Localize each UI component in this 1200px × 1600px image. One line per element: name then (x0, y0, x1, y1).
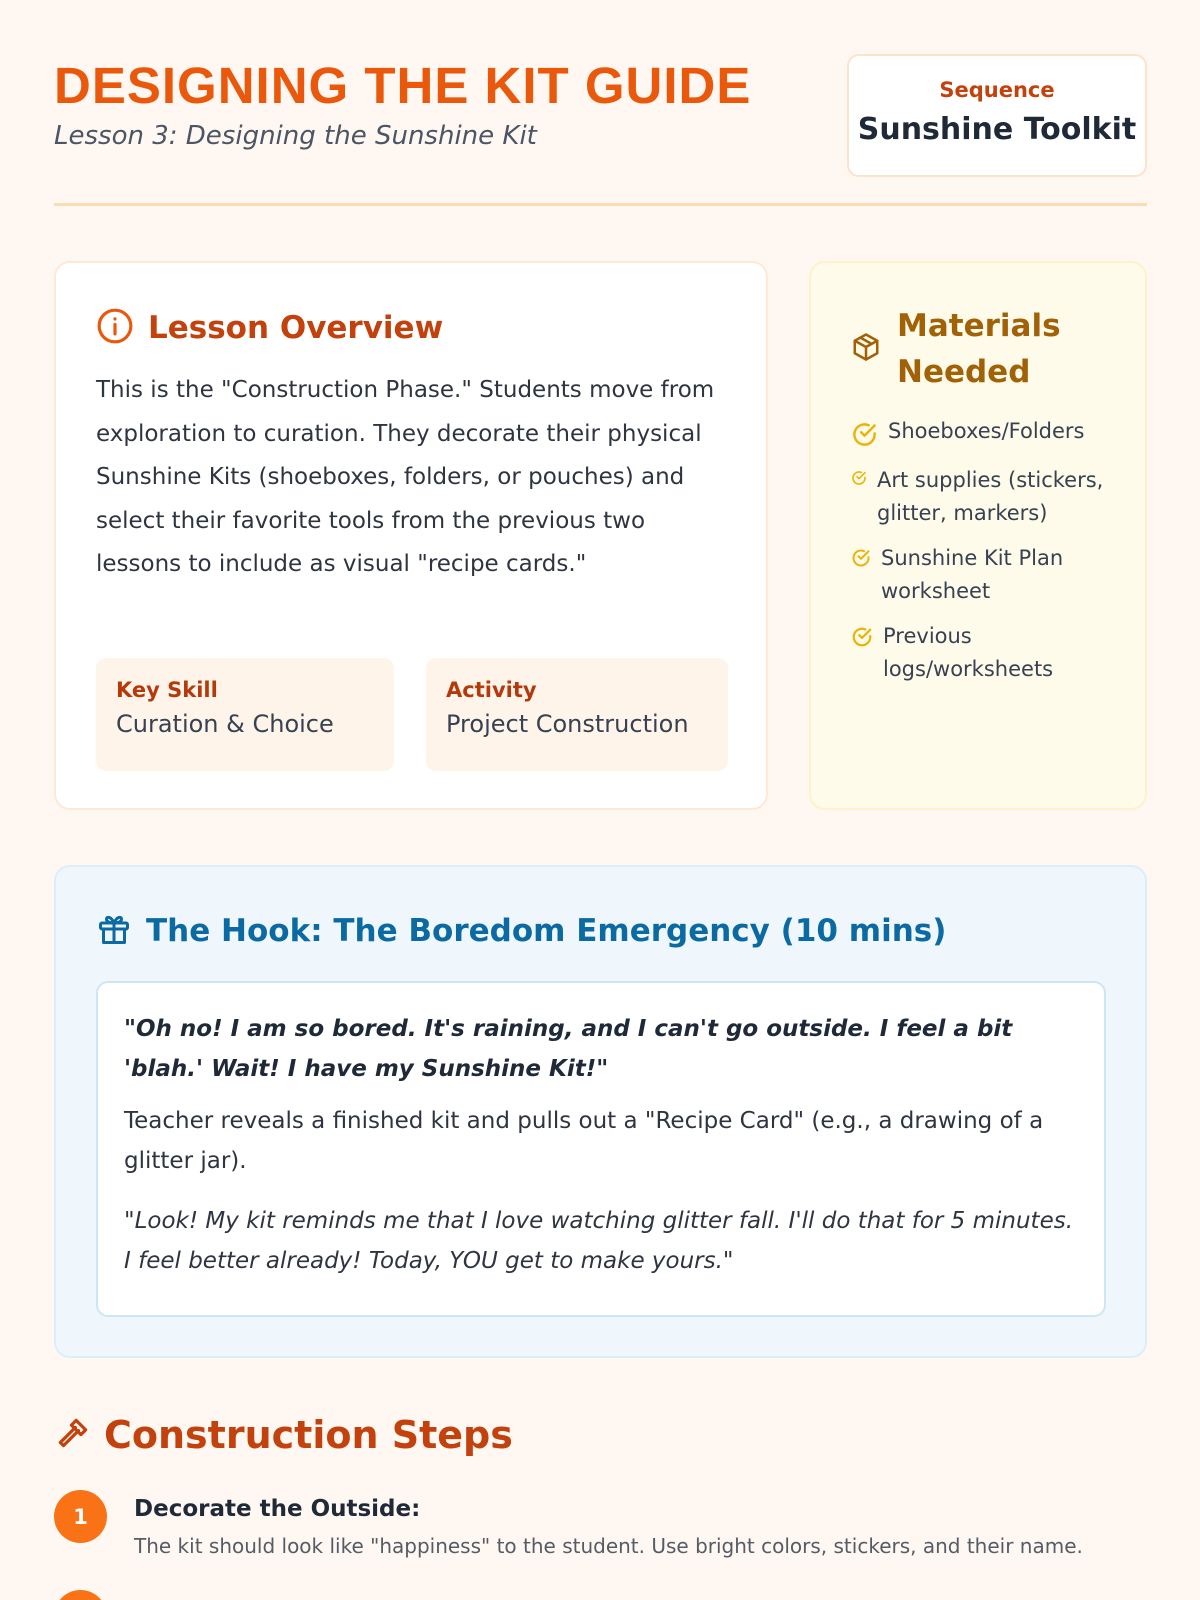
materials-list (851, 415, 1131, 698)
construction-steps-header (54, 1413, 513, 1457)
gift-icon (96, 911, 132, 951)
list-item (851, 620, 1131, 686)
step-number: 1 (54, 1490, 107, 1543)
overview-text: This is the "Construction Phase." Students move from exploration to curation. They decorate their physical Sunshine Kits (shoeboxes, folders, or pouches) and select their favorite tools from the previous two lessons to include as visual "recipe cards." (96, 377, 715, 577)
page-subtitle: Lesson 3: Designing the Sunshine Kit (54, 121, 537, 151)
hook-teacher-action: Teacher reveals a finished kit and pulls out a "Recipe Card" (e.g., a drawing of a glitter jar). (124, 1108, 1044, 1174)
tag-value: Curation & Choice (116, 710, 334, 738)
page-header (54, 0, 1147, 206)
hook-opening-quote: "Oh no! I am so bored. It's raining, and I can't go outside. I feel a bit 'blah.' Wait! I have my Sunshine Kit!" (124, 1016, 1013, 1082)
step-number-badge (54, 1590, 107, 1600)
lesson-overview-card (54, 261, 768, 810)
list-item (851, 542, 1131, 608)
step-title: Decorate the Outside: (134, 1496, 421, 1522)
hook-closing-quote: "Look! My kit reminds me that I love watching glitter fall. I'll do that for 5 minutes. I feel better already! Today, YOU get to make yours." (124, 1208, 1074, 1274)
activity-tag (426, 658, 728, 771)
material-text: Previous logs/worksheets (883, 624, 1054, 681)
list-item (851, 415, 1131, 452)
materials-title: Materials Needed (897, 308, 1061, 390)
material-text: Sunshine Kit Plan worksheet (881, 546, 1064, 603)
lesson-page (54, 0, 1147, 1558)
overview-title: Lesson Overview (148, 310, 444, 346)
box-icon (851, 332, 881, 366)
material-text: Art supplies (stickers, glitter, markers) (877, 468, 1104, 525)
hook-card (54, 865, 1147, 1358)
hook-script-box (96, 981, 1106, 1317)
check-circle-icon (851, 548, 871, 572)
tag-value: Project Construction (446, 710, 689, 738)
sequence-label: Sequence (939, 78, 1055, 102)
tag-label: Activity (446, 678, 537, 702)
check-circle-icon (851, 421, 878, 452)
info-icon (96, 307, 134, 349)
material-text: Shoeboxes/Folders (888, 419, 1085, 443)
hook-title: The Hook: The Boredom Emergency (10 mins) (146, 913, 947, 949)
hammer-icon (54, 1414, 92, 1456)
list-item (851, 464, 1131, 530)
check-circle-icon (851, 626, 873, 652)
construction-steps-title: Construction Steps (104, 1413, 513, 1457)
materials-header (851, 303, 1145, 395)
overview-header (96, 307, 443, 349)
step-description: The kit should look like "happiness" to the student. Use bright colors, stickers, and their name. (134, 1534, 1083, 1558)
key-skill-tag (96, 658, 394, 771)
page-title: DESIGNING THE KIT GUIDE (54, 57, 752, 114)
materials-card (809, 261, 1147, 810)
sequence-value: Sunshine Toolkit (857, 112, 1137, 147)
tag-label: Key Skill (116, 678, 218, 702)
hook-header (96, 911, 946, 951)
check-circle-icon (851, 470, 867, 490)
sequence-box (847, 54, 1147, 177)
